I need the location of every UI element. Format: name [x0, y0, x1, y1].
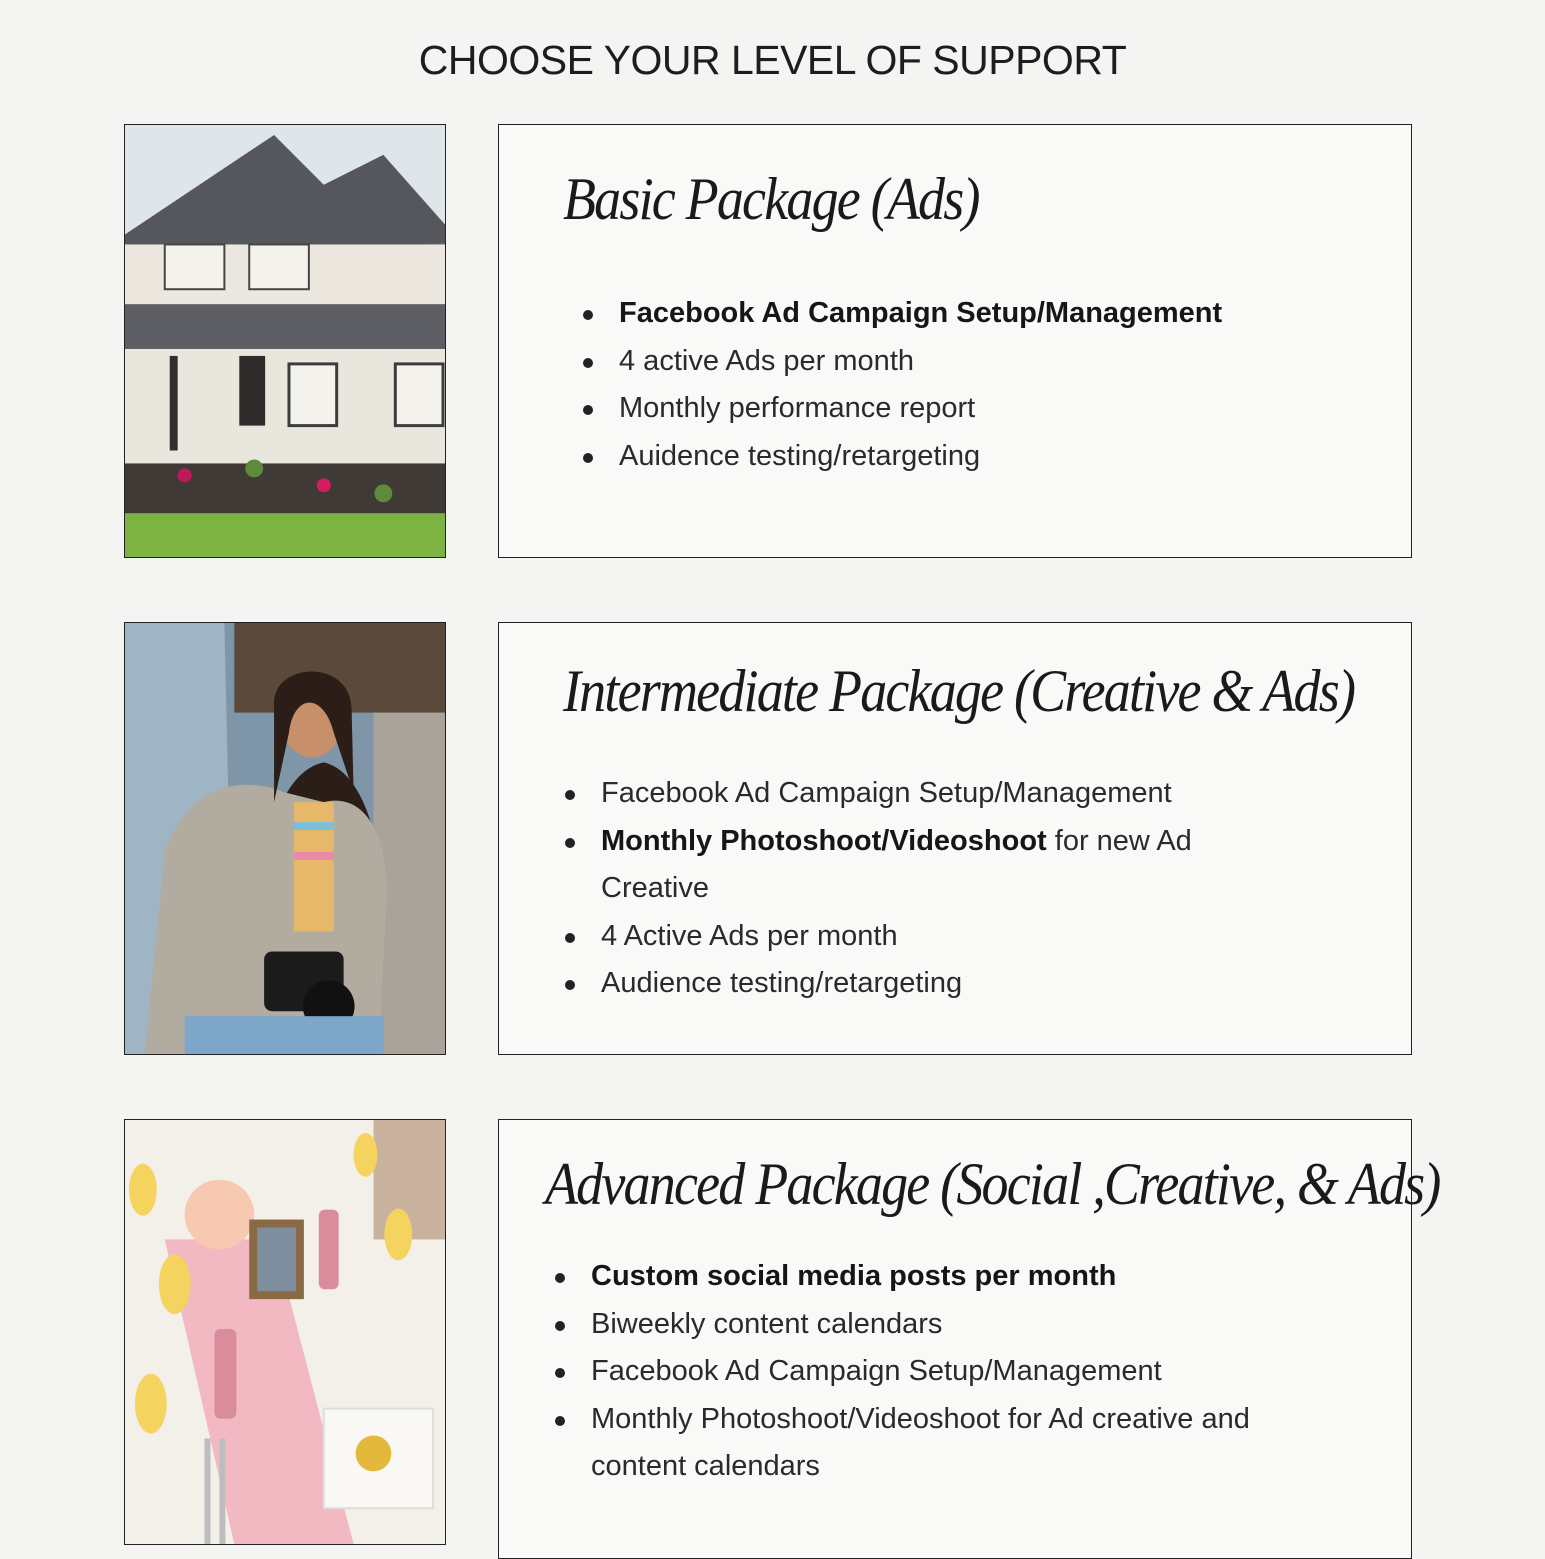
feature-item: 4 active Ads per month: [583, 338, 1222, 386]
package-features-basic: [583, 290, 1222, 480]
feature-item: Facebook Ad Campaign Setup/Management: [555, 1348, 1315, 1396]
feature-item: Auidence testing/retargeting: [583, 433, 1222, 481]
package-card-basic: [498, 124, 1412, 558]
package-features-intermediate: [565, 770, 1285, 1008]
feature-item: Audience testing/retargeting: [565, 960, 1285, 1008]
event-table-photo: [124, 1119, 446, 1545]
package-card-advanced: [498, 1119, 1440, 1559]
feature-item: 4 Active Ads per month: [565, 913, 1285, 961]
feature-item: Facebook Ad Campaign Setup/Management: [583, 290, 1222, 338]
feature-item: Biweekly content calendars: [555, 1301, 1315, 1349]
package-card-intermediate: [498, 622, 1412, 1055]
photographer-portrait-photo: [124, 622, 446, 1055]
feature-item: Monthly Photoshoot/Videoshoot for new Ad Creative: [565, 818, 1285, 913]
page-title: CHOOSE YOUR LEVEL OF SUPPORT: [418, 37, 1127, 84]
house-photo: [124, 124, 446, 558]
feature-item: Monthly performance report: [583, 385, 1222, 433]
feature-item: Custom social media posts per month: [555, 1253, 1315, 1301]
package-title-intermediate: Intermediate Package (Creative & Ads): [563, 658, 1355, 724]
package-title-basic: Basic Package (Ads): [563, 166, 979, 232]
package-title-advanced: Advanced Package (Social ,Creative, & Ads): [545, 1151, 1440, 1217]
feature-item: Monthly Photoshoot/Videoshoot for Ad creative and content calendars: [555, 1396, 1315, 1491]
package-features-advanced: [555, 1253, 1315, 1491]
feature-item: Facebook Ad Campaign Setup/Management: [565, 770, 1285, 818]
